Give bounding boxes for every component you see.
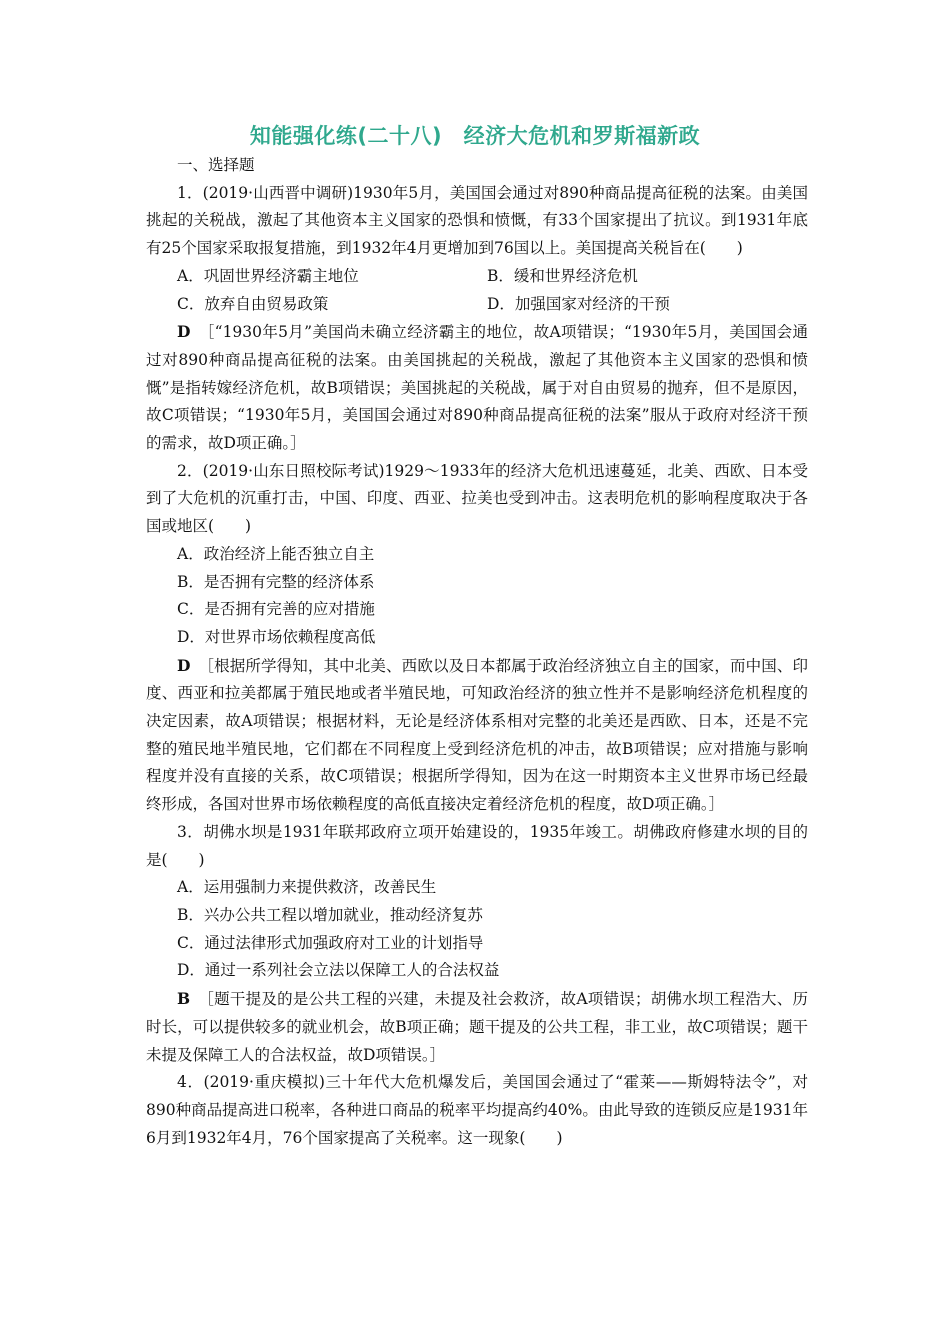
option-c: C．放弃自由贸易政策 — [177, 294, 329, 313]
question-stem: 3．胡佛水坝是1931年联邦政府立项开始建设的，1935年竣工。胡佛政府修建水坝的目的是( ) — [146, 822, 808, 869]
explanation-text: ［“1930年5月”美国尚未确立经济霸主的地位，故A项错误；“1930年5月，美国国会通过对890种商品提高征税的法案。由美国挑起的关税战，激起了其他资本主义国家的恐惧和愤慨”是指转嫁经济危机，故B项错误；美国挑起的关税战，属于对自由贸易的抛弃，但不是原因，故C项错误；“1930年5月，美国国会通过对890种商品提高征税的法案”服从于政府对经济干预的需求，故D项正确。］ — [146, 323, 808, 453]
option-a: A．巩固世界经济霸主地位 — [177, 266, 359, 285]
explanation-text: ［根据所学得知，其中北美、西欧以及日本都属于政治经济独立自主的国家，而中国、印度、西亚和拉美都属于殖民地或者半殖民地，可知政治经济的独立性并不是影响经济危机程度的决定因素，故A项错误；根据材料，无论是经济体系相对完整的北美还是西欧、日本，还是不完整的殖民地半殖民地，它们都在不同程度上受到经济危机的冲击，故B项错误；应对措施与影响程度并没有直接的关系，故C项错误；根据所学得知，因为在这一时期资本主义世界市场已经最终形成，各国对世界市场依赖程度的高低直接决定着经济危机的程度，故D项正确。］ — [146, 656, 808, 814]
option-row — [146, 263, 808, 291]
option-a: A．运用强制力来提供救济，改善民生 — [177, 878, 437, 897]
option-row — [146, 291, 808, 319]
option-c: C．是否拥有完善的应对措施 — [177, 600, 375, 619]
answer-letter: D — [177, 655, 191, 675]
option-d: D．加强国家对经济的干预 — [487, 294, 670, 313]
option-a: A．政治经济上能否独立自主 — [177, 544, 375, 563]
explanation-text: ［题干提及的是公共工程的兴建，未提及社会救济，故A项错误；胡佛水坝工程浩大、历时长，可以提供较多的就业机会，故B项正确；题干提及的公共工程，非工业，故C项错误；题干未提及保障工人的合法权益，故D项错误。］ — [146, 990, 808, 1064]
question-4 — [146, 1069, 808, 1152]
answer-explanation — [146, 985, 808, 1069]
option-d: D．对世界市场依赖程度高低 — [177, 627, 376, 646]
option-d: D．通过一系列社会立法以保障工人的合法权益 — [177, 961, 500, 980]
option-b: B．缓和世界经济危机 — [487, 266, 638, 285]
document-body — [146, 152, 808, 1152]
question-stem: 1．(2019·山西晋中调研)1930年5月，美国国会通过对890种商品提高征税的法案。由美国挑起的关税战，激起了其他资本主义国家的恐惧和愤慨，有33个国家提出了抗议。到1931年底有25个国家采取报复措施，到1932年4月更增加到76国以上。美国提高关税旨在( ) — [146, 183, 808, 258]
option-b: B．是否拥有完整的经济体系 — [177, 572, 375, 591]
answer-letter: D — [177, 322, 191, 342]
option-b: B．兴办公共工程以增加就业，推动经济复苏 — [177, 905, 483, 924]
question-2 — [146, 458, 808, 819]
question-3 — [146, 819, 808, 1069]
question-stem: 4．(2019·重庆模拟)三十年代大危机爆发后，美国国会通过了“霍莱——斯姆特法令”，对890种商品提高进口税率，各种进口商品的税率平均提高约40%。由此导致的连锁反应是1931年6月到1932年4月，76个国家提高了关税率。这一现象( ) — [146, 1073, 808, 1147]
section-heading: 一、选择题 — [177, 156, 255, 174]
option-c: C．通过法律形式加强政府对工业的计划指导 — [177, 933, 484, 952]
question-stem: 2．(2019·山东日照校际考试)1929～1933年的经济大危机迅速蔓延，北美、西欧、日本受到了大危机的沉重打击，中国、印度、西亚、拉美也受到冲击。这表明危机的影响程度取决于各国或地区( ) — [146, 461, 808, 536]
page-title: 知能强化练(二十八) 经济大危机和罗斯福新政 — [249, 124, 701, 148]
answer-letter: B — [177, 989, 191, 1009]
answer-explanation — [146, 652, 808, 819]
answer-explanation — [146, 318, 808, 458]
question-1 — [146, 180, 808, 458]
